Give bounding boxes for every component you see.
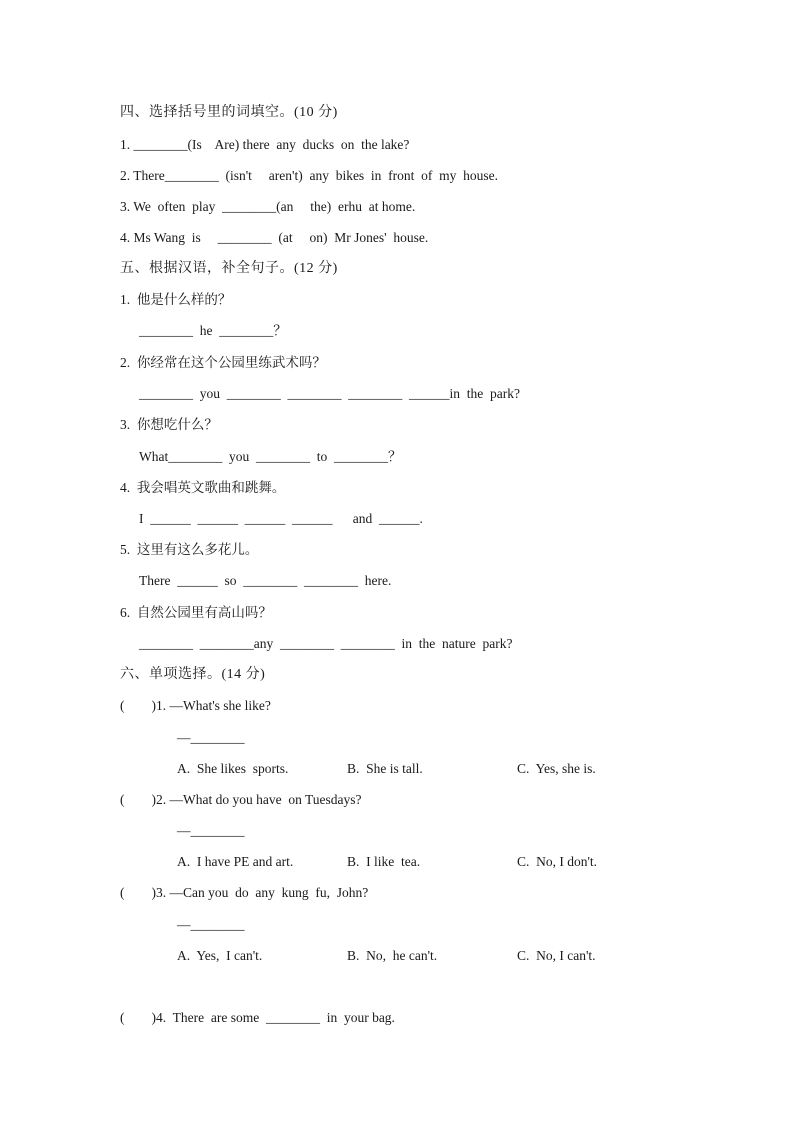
- s5-question-1-answer-line: ________ he ________？: [139, 323, 287, 338]
- s5-question-6-chinese: 6. 自然公园里有高山吗？: [120, 605, 272, 620]
- s5-question-2-chinese: 2. 你经常在这个公园里练武术吗？: [120, 355, 326, 370]
- section-5-title: 五、根据汉语，补全句子。(12 分): [120, 261, 338, 276]
- s6-question-1-option-b: B. She is tall.: [347, 761, 423, 776]
- s5-question-5-answer-line: There ______ so ________ ________ here.: [139, 573, 392, 588]
- s6-question-1-stem: ( )1. —What's she like?: [120, 698, 271, 713]
- s4-question-3: 3. We often play ________(an the) erhu at home.: [120, 199, 416, 214]
- s6-question-2-stem: ( )2. —What do you have on Tuesdays?: [120, 792, 362, 807]
- s6-question-2-blank: —________: [177, 823, 245, 838]
- s6-question-1-option-a: A. She likes sports.: [177, 761, 289, 776]
- s6-question-1-option-c: C. Yes, she is.: [517, 761, 596, 776]
- s6-question-2-option-c: C. No, I don't.: [517, 854, 598, 869]
- s5-question-3-chinese: 3. 你想吃什么？: [120, 417, 218, 432]
- s5-question-2-answer-line: ________ you ________ ________ ________ ______in the park?: [139, 386, 520, 401]
- s5-question-5-chinese: 5. 这里有这么多花儿。: [120, 542, 259, 557]
- s5-question-6-answer-line: ________ ________any ________ ________ in the nature park?: [139, 636, 513, 651]
- s6-question-2-option-b: B. I like tea.: [347, 854, 421, 869]
- s6-question-4-stem: ( )4. There are some ________ in your bag.: [120, 1010, 395, 1025]
- s6-question-3-stem: ( )3. —Can you do any kung fu, John?: [120, 885, 369, 900]
- s5-question-4-chinese: 4. 我会唱英文歌曲和跳舞。: [120, 480, 286, 495]
- s6-question-3-blank: —________: [177, 917, 245, 932]
- s5-question-3-answer-line: What________ you ________ to ________？: [139, 449, 402, 464]
- s6-question-2-option-a: A. I have PE and art.: [177, 854, 294, 869]
- s4-question-1: 1. ________(Is Are) there any ducks on the lake?: [120, 137, 410, 152]
- s4-question-4: 4. Ms Wang is ________ (at on) Mr Jones' house.: [120, 230, 429, 245]
- s6-question-3-option-c: C. No, I can't.: [517, 948, 596, 963]
- s5-question-1-chinese: 1. 他是什么样的？: [120, 292, 232, 307]
- section-6-title: 六、单项选择。(14 分): [120, 667, 266, 682]
- section-4-title: 四、选择括号里的词填空。(10 分): [120, 105, 338, 120]
- s6-question-1-blank: —________: [177, 730, 245, 745]
- s5-question-4-answer-line: I ______ ______ ______ ______ and ______.: [139, 511, 423, 526]
- s6-question-3-option-a: A. Yes, I can't.: [177, 948, 263, 963]
- s4-question-2: 2. There________ (isn't aren't) any bikes in front of my house.: [120, 168, 499, 183]
- s6-question-3-option-b: B. No, he can't.: [347, 948, 438, 963]
